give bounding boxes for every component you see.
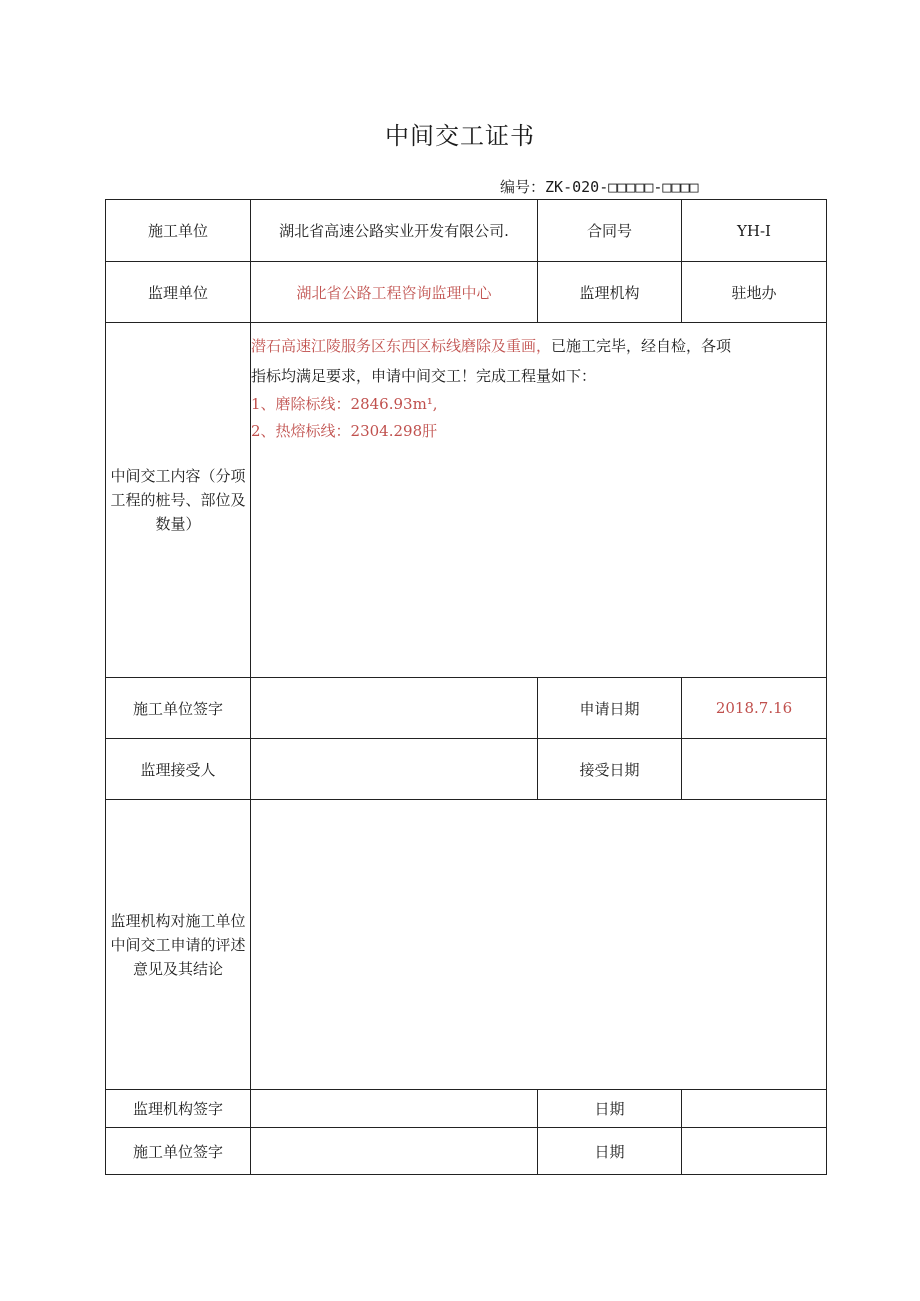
content-line-2: 指标均满足要求，申请中间交工！完成工程量如下：	[251, 367, 597, 385]
certificate-form	[105, 199, 827, 1175]
contractor-row	[106, 200, 827, 262]
document-number-value: ZK-020-□□□□□-□□□□	[545, 178, 699, 196]
supervisor-sign-row	[106, 1090, 827, 1128]
receiver-row	[106, 739, 827, 800]
supervisor-row	[106, 262, 827, 323]
content-line-1	[251, 331, 826, 361]
contractor-sign-date-label: 日期	[538, 1128, 682, 1175]
contractor-sign-label-2: 施工单位签字	[106, 1128, 251, 1175]
review-label: 监理机构对施工单位中间交工申请的评述意见及其结论	[106, 800, 251, 1090]
apply-date-label: 申请日期	[538, 678, 682, 739]
review-row	[106, 800, 827, 1090]
contractor-label: 施工单位	[106, 200, 251, 262]
receiver-field	[251, 739, 538, 800]
content-label: 中间交工内容（分项工程的桩号、部位及数量）	[106, 323, 251, 678]
content-row	[106, 323, 827, 678]
contract-number-value: YH-I	[682, 200, 827, 262]
content-item-2: 2、热熔标线：2304.298肝	[251, 422, 438, 440]
supervisor-sign-label: 监理机构签字	[106, 1090, 251, 1128]
contractor-sign-field	[251, 678, 538, 739]
supervisor-sign-date-field	[682, 1090, 827, 1128]
document-number	[500, 176, 699, 197]
content-line-1-red: 潜石高速江陵服务区东西区标线磨除及重画，	[251, 337, 552, 355]
content-line-1-black: 已施工完毕，经自检，各项	[551, 337, 732, 355]
contract-number-label: 合同号	[538, 200, 682, 262]
document-number-label: 编号：	[500, 178, 546, 196]
supervisor-sign-date-label: 日期	[538, 1090, 682, 1128]
apply-date-value: 2018.7.16	[682, 678, 827, 739]
contractor-sign-date-field	[682, 1128, 827, 1175]
contractor-sign-label: 施工单位签字	[106, 678, 251, 739]
review-field	[251, 800, 827, 1090]
receive-date-field	[682, 739, 827, 800]
contractor-value: 湖北省高速公路实业开发有限公司.	[251, 200, 538, 262]
supervisor-label: 监理单位	[106, 262, 251, 323]
receiver-label: 监理接受人	[106, 739, 251, 800]
supervisor-value: 湖北省公路工程咨询监理中心	[251, 262, 538, 323]
page-title: 中间交工证书	[385, 122, 535, 150]
content-item-1: 1、磨除标线：2846.93m¹,	[251, 395, 438, 413]
supervisor-org-label: 监理机构	[538, 262, 682, 323]
receive-date-label: 接受日期	[538, 739, 682, 800]
contractor-sign-row	[106, 678, 827, 739]
supervisor-org-value: 驻地办	[682, 262, 827, 323]
content-cell	[251, 323, 827, 678]
contractor-sign-field-2	[251, 1128, 538, 1175]
contractor-sign-row-2	[106, 1128, 827, 1175]
supervisor-sign-field	[251, 1090, 538, 1128]
